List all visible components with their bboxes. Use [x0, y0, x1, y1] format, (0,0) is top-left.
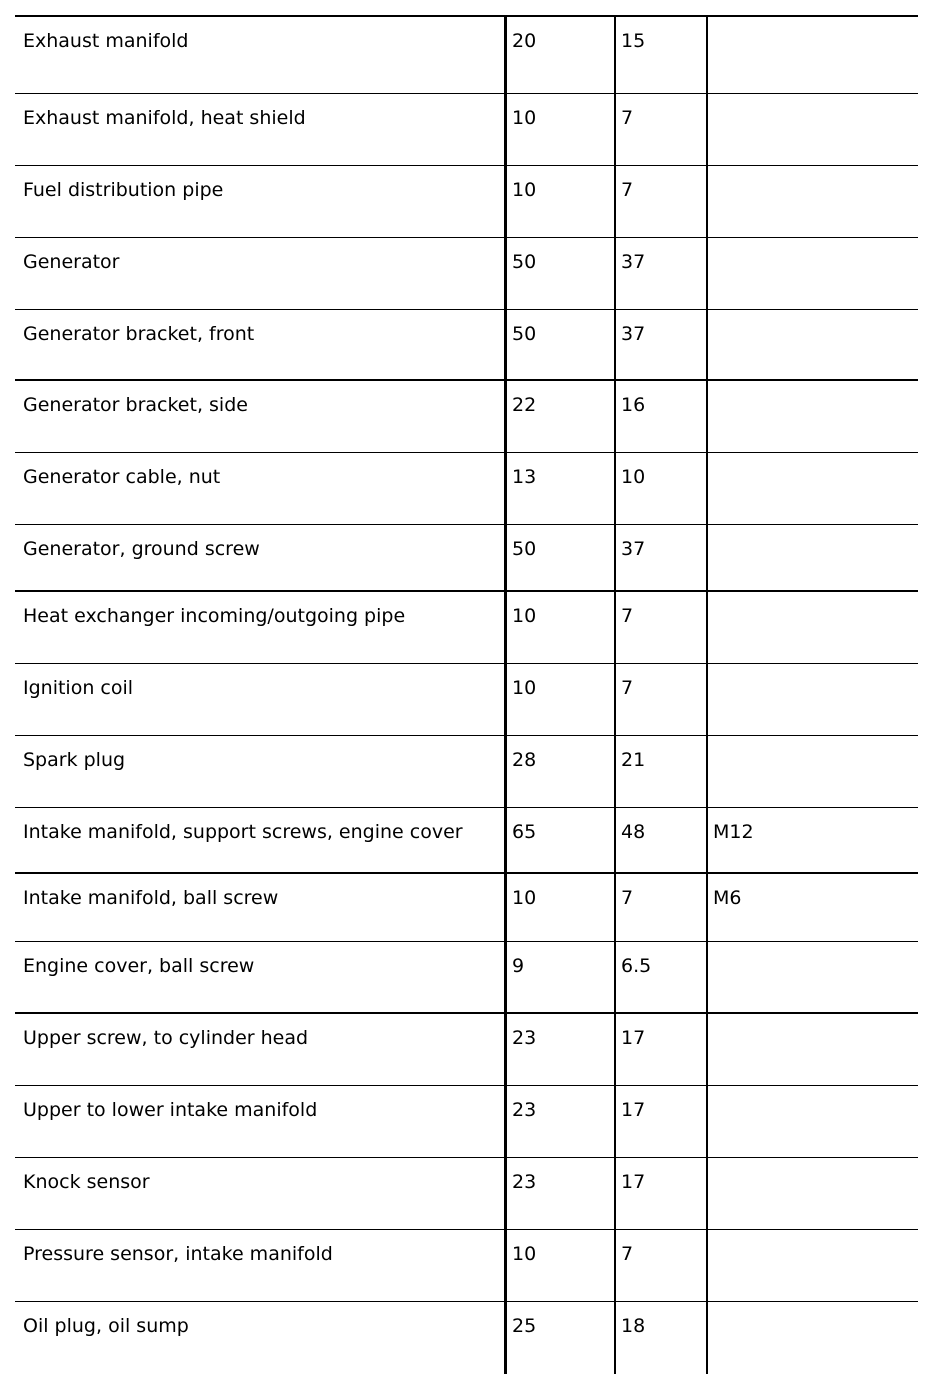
torque-nm: 10 — [512, 887, 537, 909]
component-name: Exhaust manifold — [23, 30, 189, 52]
torque-lbf: 18 — [621, 1315, 646, 1337]
component-name: Exhaust manifold, heat shield — [23, 107, 306, 129]
torque-nm: 28 — [512, 749, 537, 771]
table-row — [15, 1230, 918, 1302]
torque-nm: 23 — [512, 1027, 537, 1049]
component-name: Intake manifold, ball screw — [23, 887, 279, 909]
torque-lbf: 17 — [621, 1027, 646, 1049]
table-row — [15, 1014, 918, 1086]
torque-lbf: 7 — [621, 887, 634, 909]
table-row — [15, 942, 918, 1014]
table-row — [15, 310, 918, 381]
torque-nm: 23 — [512, 1099, 537, 1121]
torque-lbf: 37 — [621, 538, 646, 560]
table-row — [15, 238, 918, 310]
component-name: Generator — [23, 251, 120, 273]
torque-lbf: 37 — [621, 323, 646, 345]
table-row — [15, 1086, 918, 1158]
table-row — [15, 525, 918, 592]
table-row — [15, 381, 918, 453]
component-name: Generator cable, nut — [23, 466, 221, 488]
torque-nm: 22 — [512, 394, 537, 416]
torque-lbf: 7 — [621, 677, 634, 699]
component-name: Ignition coil — [23, 677, 134, 699]
table-row — [15, 17, 918, 94]
torque-lbf: 7 — [621, 605, 634, 627]
component-name: Engine cover, ball screw — [23, 955, 255, 977]
table-row — [15, 166, 918, 238]
torque-specification-table — [15, 15, 918, 1374]
torque-nm: 25 — [512, 1315, 537, 1337]
torque-lbf: 48 — [621, 821, 646, 843]
component-name: Generator bracket, side — [23, 394, 248, 416]
torque-lbf: 10 — [621, 466, 646, 488]
table-row — [15, 1302, 918, 1372]
component-name: Upper screw, to cylinder head — [23, 1027, 309, 1049]
torque-lbf: 21 — [621, 749, 646, 771]
component-name: Generator, ground screw — [23, 538, 260, 560]
torque-nm: 10 — [512, 605, 537, 627]
component-name: Spark plug — [23, 749, 126, 771]
table-row — [15, 453, 918, 525]
component-name: Generator bracket, front — [23, 323, 255, 345]
torque-nm: 50 — [512, 538, 537, 560]
torque-nm: 65 — [512, 821, 537, 843]
table-row — [15, 736, 918, 808]
thread-note: M12 — [713, 821, 754, 843]
component-name: Oil plug, oil sump — [23, 1315, 189, 1337]
component-name: Fuel distribution pipe — [23, 179, 224, 201]
table-row — [15, 808, 918, 874]
torque-lbf: 16 — [621, 394, 646, 416]
torque-nm: 9 — [512, 955, 525, 977]
torque-lbf: 15 — [621, 30, 646, 52]
torque-nm: 23 — [512, 1171, 537, 1193]
component-name: Intake manifold, support screws, engine cover — [23, 821, 463, 843]
torque-nm: 50 — [512, 323, 537, 345]
torque-nm: 10 — [512, 1243, 537, 1265]
torque-lbf: 7 — [621, 179, 634, 201]
thread-note: M6 — [713, 887, 742, 909]
torque-lbf: 6.5 — [621, 955, 652, 977]
torque-nm: 50 — [512, 251, 537, 273]
component-name: Knock sensor — [23, 1171, 150, 1193]
component-name: Pressure sensor, intake manifold — [23, 1243, 333, 1265]
table-row — [15, 874, 918, 942]
component-name: Heat exchanger incoming/outgoing pipe — [23, 605, 406, 627]
torque-lbf: 37 — [621, 251, 646, 273]
torque-lbf: 7 — [621, 1243, 634, 1265]
torque-lbf: 17 — [621, 1099, 646, 1121]
torque-nm: 10 — [512, 179, 537, 201]
torque-nm: 20 — [512, 30, 537, 52]
table-row — [15, 592, 918, 664]
torque-lbf: 7 — [621, 107, 634, 129]
table-row — [15, 664, 918, 736]
torque-lbf: 17 — [621, 1171, 646, 1193]
torque-nm: 10 — [512, 677, 537, 699]
torque-nm: 10 — [512, 107, 537, 129]
torque-nm: 13 — [512, 466, 537, 488]
table-row — [15, 1158, 918, 1230]
component-name: Upper to lower intake manifold — [23, 1099, 318, 1121]
table-row — [15, 94, 918, 166]
